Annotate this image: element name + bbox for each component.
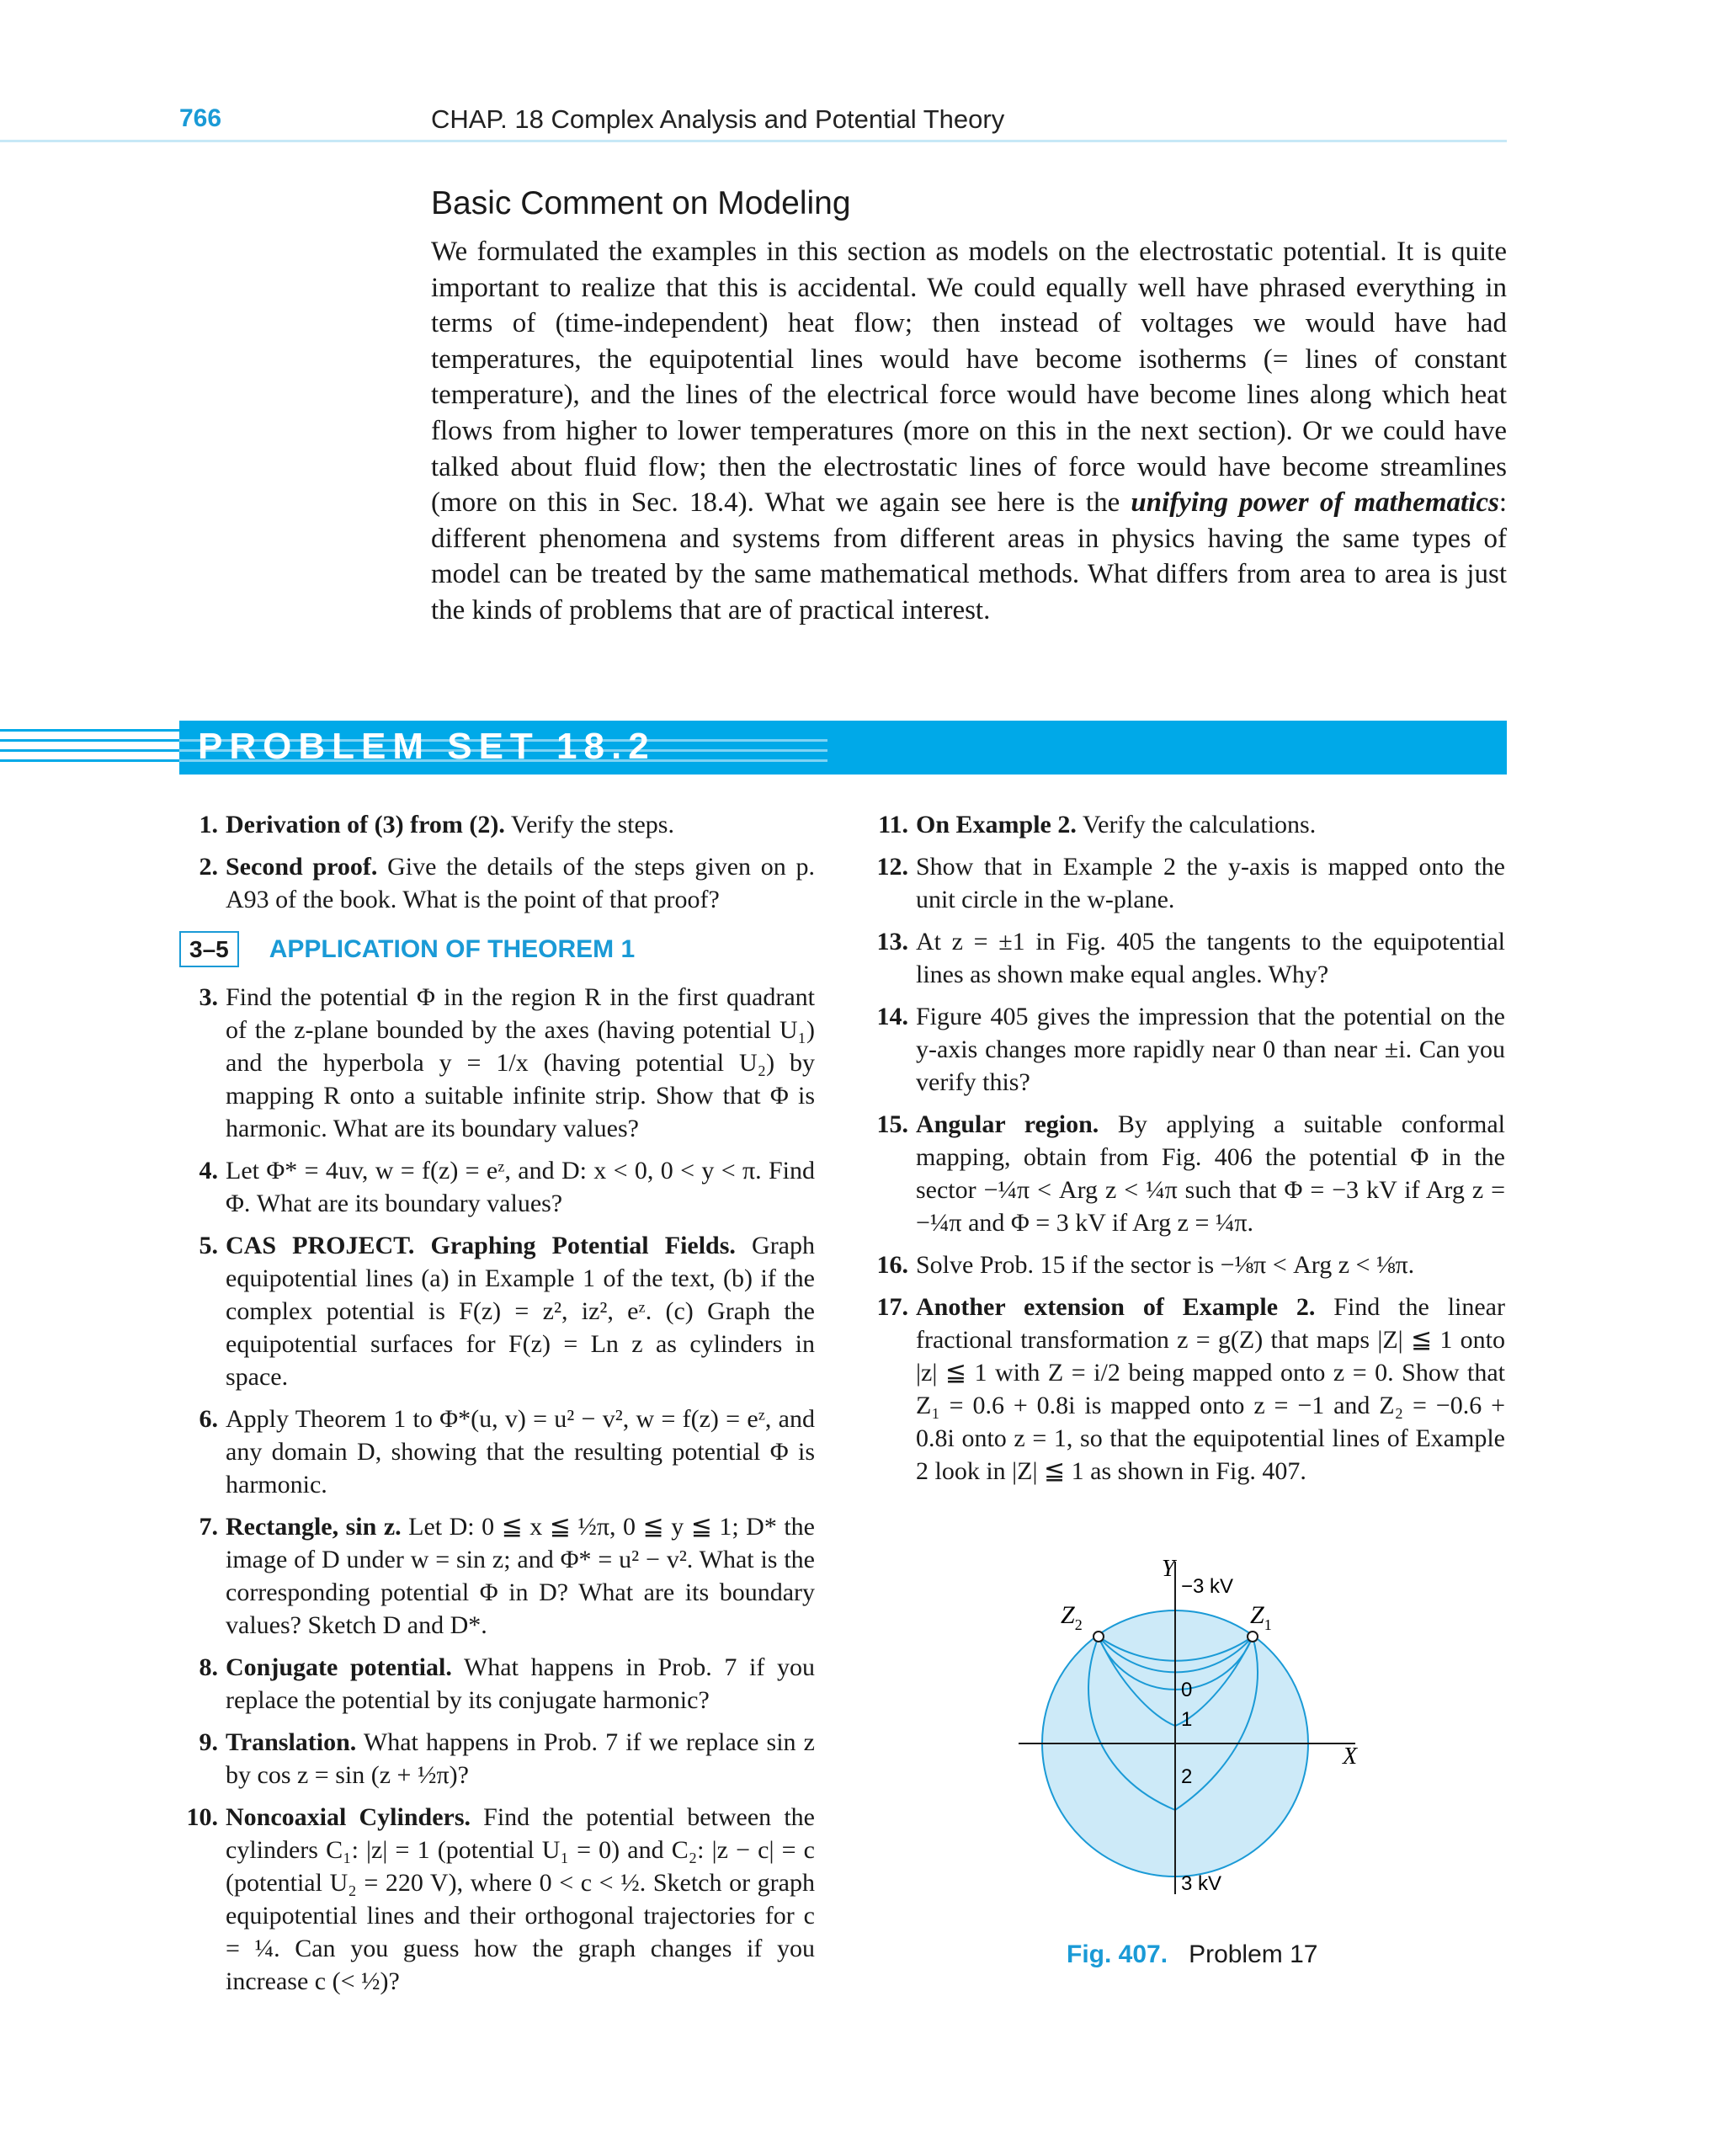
figure-caption [1067,1940,1317,1969]
problem-text: Find the linear fractional transformation z = g(Z) that maps |Z| ≦ 1 onto |z| ≦ 1 with Z = i/2 being mapped onto z = 0. Show that Z₁ = 0.6 + 0.8i is mapped onto z = −1 and Z₂ = −0.6 + 0.8i onto z = 1, so that the equipotential lines of Example 2 look in |Z| ≦ 1 as shown in Fig. 407. [916,1293,1505,1485]
point-z2 [1093,1632,1104,1642]
problem-item [179,1651,815,1717]
problem-set-banner [0,721,1507,775]
problem-number: 8. [199,1653,218,1681]
problem-item [870,850,1505,916]
problem-number: 16. [876,1251,908,1279]
problem-item [179,1229,815,1393]
section-range: 3–5 [179,931,239,967]
problem-number: 14. [876,1003,908,1030]
problem-text: Verify the calculations. [1076,811,1317,838]
problem-text: At z = ±1 in Fig. 405 the tangents to the equipotential lines as shown make equal angles. Why? [916,928,1505,988]
level-2-label: 2 [1181,1765,1193,1788]
problem-title: Rectangle, sin z. [226,1513,402,1541]
problem-item [870,1291,1505,1488]
problem-item [870,1000,1505,1099]
problem-number: 13. [876,928,908,956]
comment-emphasis: unifying power of mathematics [1131,487,1499,519]
problem-item [870,925,1505,991]
problem-item [179,808,815,841]
problem-number: 17. [876,1293,908,1321]
problem-item [870,1248,1505,1281]
problem-item [179,1726,815,1791]
bottom-potential-label: 3 kV [1181,1872,1222,1895]
level-1-label: 1 [1181,1708,1193,1731]
problem-title: On Example 2. [916,811,1077,838]
section-heading [179,931,815,967]
banner-stripe [0,739,179,742]
problem-text: Apply Theorem 1 to Φ*(u, v) = u² − v², w = f(z) = eᶻ, and any domain D, showing that the resulting potential Φ is harmonic. [226,1405,815,1499]
page-number: 766 [179,104,222,132]
problem-title: CAS PROJECT. Graphing Potential Fields. [226,1232,736,1259]
problem-number: 4. [199,1157,218,1184]
problem-item [870,808,1505,841]
problem-title: Angular region. [916,1110,1099,1138]
problem-text: Show that in Example 2 the y-axis is mapped onto the unit circle in the w-plane. [916,853,1505,913]
figure-number: Fig. 407. [1067,1940,1168,1968]
problem-item [179,1510,815,1642]
top-potential-label: −3 kV [1181,1575,1234,1598]
problem-text: Find the potential Φ in the region R in the first quadrant of the z-plane bounded by the axes (having potential U₁) and the hyperbola y = 1/x (having potential U₂) by mapping R onto a suitable infinite strip. Show that Φ is harmonic. What are its boundary values? [226,983,815,1142]
figure-caption-text: Problem 17 [1189,1940,1318,1968]
section-heading-title: APPLICATION OF THEOREM 1 [269,935,636,963]
problem-item [179,1801,815,1998]
figure-407 [1010,1557,1397,1928]
problem-item [179,981,815,1145]
y-axis-label: Y [1162,1557,1175,1582]
problem-set-title: PROBLEM SET 18.2 [198,726,656,767]
problem-text: Verify the steps. [504,811,674,838]
problem-number: 1. [199,811,218,838]
level-0-label: 0 [1181,1679,1193,1701]
problem-item [179,850,815,916]
problems-right-column [870,808,1505,1497]
problem-text: Let Φ* = 4uv, w = f(z) = eᶻ, and D: x < 0, 0 < y < π. Find Φ. What are its boundary values? [226,1157,815,1217]
problem-text: What happens in Prob. 7 if you replace the potential by its conjugate harmonic? [226,1653,815,1714]
point-z1 [1248,1632,1258,1642]
problem-text: Solve Prob. 15 if the sector is −⅛π < Arg z < ⅛π. [916,1251,1415,1279]
problem-number: 15. [876,1110,908,1138]
z2-label: $Z_2$ [1061,1601,1083,1633]
problem-title: Another extension of Example 2. [916,1293,1316,1321]
problem-title: Translation. [226,1728,357,1756]
banner-stripe [0,729,179,732]
comment-paragraph [431,234,1507,629]
problem-text: Find the potential between the cylinders C₁: |z| = 1 (potential U₁ = 0) and C₂: |z − c| = c (potential U₂ = 220 V), where 0 < c < ½. Sketch or graph equipotential lines and their orthogonal trajectories for c = ¼. Can you guess how the graph changes if you increase c (< ½)? [226,1803,815,1995]
z1-label: $Z_1$ [1250,1601,1272,1633]
problem-number: 12. [876,853,908,881]
problem-item [870,1108,1505,1239]
comment-text-end: : different phenomena and systems from different areas in physics having the same types of model can be treated by the same mathematical methods. What differs from area to area is just the kinds of problems that are of practical interest. [431,487,1507,626]
banner-stripe [0,749,179,752]
banner-stripe [0,759,179,762]
problem-item [179,1403,815,1501]
x-axis-label: X [1343,1743,1358,1770]
problem-title: Second proof. [226,853,378,881]
problem-number: 9. [199,1728,218,1756]
problem-text: Figure 405 gives the impression that the potential on the y-axis changes more rapidly near 0 than near ±i. Can you verify this? [916,1003,1505,1096]
running-head: CHAP. 18 Complex Analysis and Potential Theory [431,104,1005,134]
problem-title: Derivation of (3) from (2). [226,811,505,838]
problem-number: 7. [199,1513,218,1541]
problem-item [179,1154,815,1220]
problem-number: 10. [186,1803,218,1831]
header-rule [0,140,1507,142]
section-title: Basic Comment on Modeling [431,185,851,221]
problem-number: 2. [199,853,218,881]
problem-text: Graph equipotential lines (a) in Example 1 of the text, (b) if the complex potential is F(z) = z², iz², eᶻ. (c) Graph the equipotential surfaces for F(z) = Ln z as cylinders in space. [226,1232,815,1391]
problem-title: Conjugate potential. [226,1653,452,1681]
problems-left-column [179,808,815,2007]
problem-title: Noncoaxial Cylinders. [226,1803,471,1831]
problem-text: What happens in Prob. 7 if we replace sin z by cos z = sin (z + ½π)? [226,1728,815,1789]
problem-text: Give the details of the steps given on p. A93 of the book. What is the point of that proof? [226,853,815,913]
problem-number: 5. [199,1232,218,1259]
problem-text: By applying a suitable conformal mapping, obtain from Fig. 406 the potential Φ in the sector −¼π < Arg z < ¼π such that Φ = −3 kV if Arg z = −¼π and Φ = 3 kV if Arg z = ¼π. [916,1110,1505,1237]
problem-number: 3. [199,983,218,1011]
problem-number: 11. [878,811,908,838]
problem-text: Let D: 0 ≦ x ≦ ½π, 0 ≦ y ≦ 1; D* the image of D under w = sin z; and Φ* = u² − v². What is the corresponding potential Φ in D? What are its boundary values? Sketch D and D*. [226,1513,815,1639]
comment-text-start: We formulated the examples in this section as models on the electrostatic potential. It is quite important to realize that this is accidental. We could equally well have phrased everything in terms of (time-independent) heat flow; then instead of voltages we would have had temperatures, the equipotential lines would have become isotherms (= lines of constant temperature), and the lines of the electrical force would have become lines along which heat flows from higher to lower temperatures (more on this in the next section). Or we could have talked about fluid flow; then the electrostatic lines of force would have become streamlines (more on this in Sec. 18.4). What we again see here is the [431,237,1507,519]
problem-number: 6. [199,1405,218,1433]
